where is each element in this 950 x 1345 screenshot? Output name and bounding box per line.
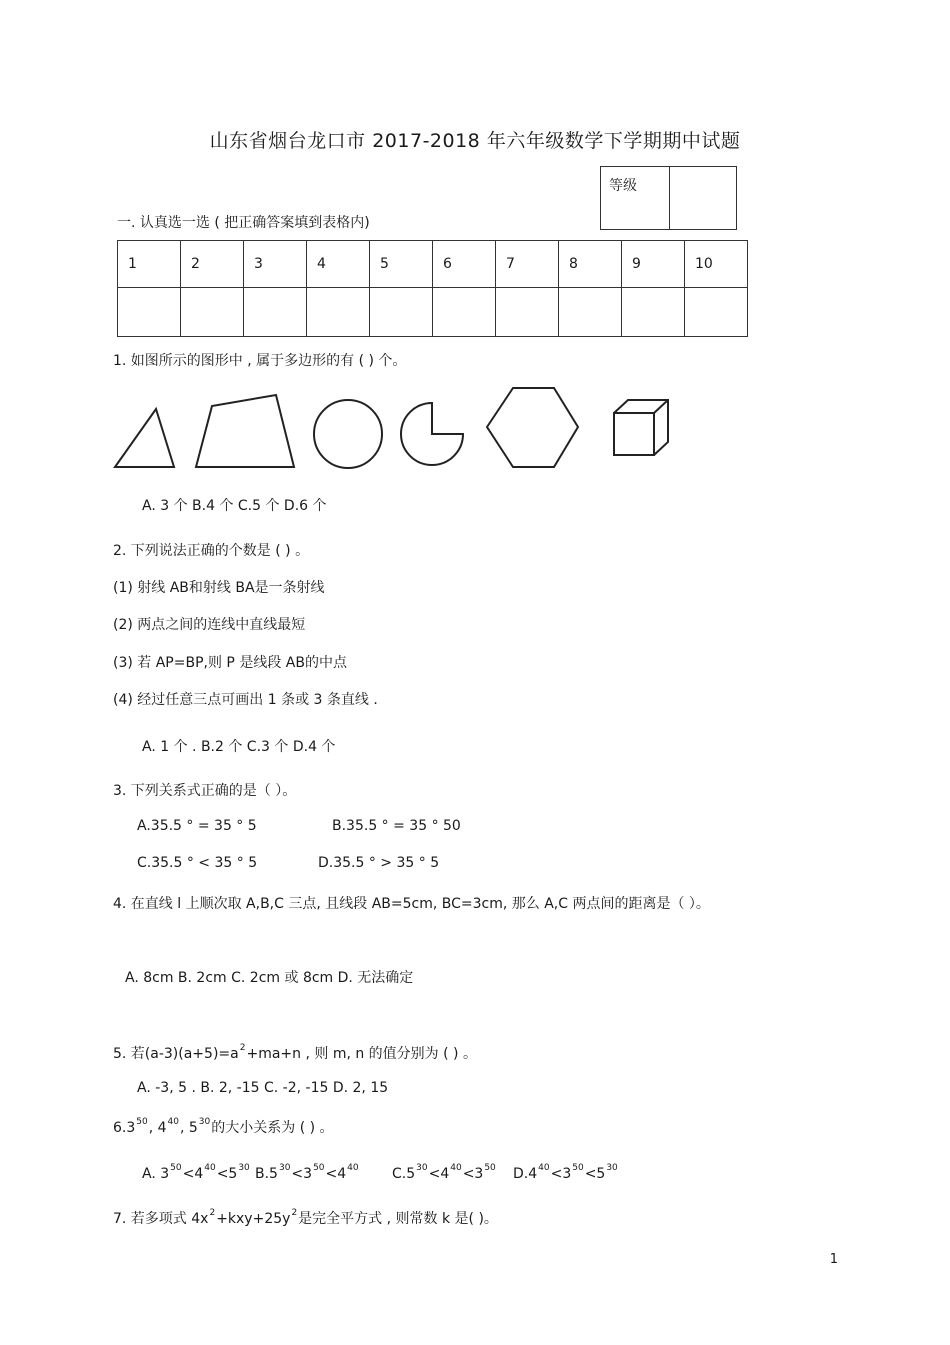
answer-header: 1 — [118, 241, 181, 288]
q7-text: 7. 若多项式 4x — [113, 1211, 209, 1227]
q6-exponent: 40 — [167, 1117, 179, 1127]
q6-opt-exp: 40 — [347, 1163, 359, 1173]
q6-opt-text: <4 — [182, 1166, 204, 1182]
grade-label: 等级 — [601, 167, 670, 230]
q6-exponent: 50 — [136, 1117, 148, 1127]
q6-text: 的大小关系为 ( ) 。 — [211, 1120, 334, 1136]
answer-cell[interactable] — [433, 288, 496, 337]
q6-opt-exp: 50 — [572, 1163, 584, 1173]
q4-options: A. 8cm B. 2cm C. 2cm 或 8cm D. 无法确定 — [125, 970, 414, 986]
answer-cell[interactable] — [622, 288, 685, 337]
answer-header: 3 — [244, 241, 307, 288]
answer-header: 5 — [370, 241, 433, 288]
q7-text: 是完全平方式 , 则常数 k 是( )。 — [298, 1211, 498, 1227]
q6-option-d — [513, 1163, 619, 1182]
answer-cell[interactable] — [181, 288, 244, 337]
circle-shape — [314, 400, 382, 468]
q6-opt-exp: 30 — [416, 1163, 428, 1173]
triangle-shape — [115, 409, 174, 467]
q2-item: (3) 若 AP=BP,则 P 是线段 AB的中点 — [113, 655, 347, 671]
answer-cell[interactable] — [559, 288, 622, 337]
q3-option-b: B.35.5 ° = 35 ° 50 — [332, 818, 461, 834]
answer-header: 6 — [433, 241, 496, 288]
answer-header: 9 — [622, 241, 685, 288]
q6-opt-exp: 30 — [238, 1163, 250, 1173]
q6-opt-exp: 30 — [606, 1163, 618, 1173]
question-2: 2. 下列说法正确的个数是 ( ) 。 — [113, 543, 310, 559]
grade-value-cell[interactable] — [670, 167, 737, 230]
grade-box — [600, 166, 737, 230]
sector-shape — [401, 403, 463, 465]
answer-cell[interactable] — [496, 288, 559, 337]
q3-option-a: A.35.5 ° = 35 ° 5 — [137, 818, 257, 834]
answer-header: 4 — [307, 241, 370, 288]
q2-item: (2) 两点之间的连线中直线最短 — [113, 617, 306, 633]
answer-header: 10 — [685, 241, 748, 288]
q3-option-c: C.35.5 ° < 35 ° 5 — [137, 855, 258, 871]
q6-option-c — [392, 1163, 497, 1182]
q6-option-a — [142, 1163, 251, 1182]
answer-table — [117, 240, 748, 337]
q1-options: A. 3 个 B.4 个 C.5 个 D.6 个 — [142, 498, 327, 514]
q6-opt-text: <3 — [291, 1166, 313, 1182]
question-7 — [113, 1208, 498, 1228]
q6-opt-text: C.5 — [392, 1166, 416, 1182]
q2-item: (1) 射线 AB和射线 BA是一条射线 — [113, 580, 325, 596]
q5-options: A. -3, 5 . B. 2, -15 C. -2, -15 D. 2, 15 — [137, 1080, 389, 1096]
question-1: 1. 如图所示的图形中 , 属于多边形的有 ( ) 个。 — [113, 353, 407, 369]
q6-opt-exp: 50 — [313, 1163, 325, 1173]
q6-opt-text: <3 — [550, 1166, 572, 1182]
q6-opt-exp: 40 — [204, 1163, 216, 1173]
q6-text: , 5 — [179, 1120, 198, 1136]
answer-header: 2 — [181, 241, 244, 288]
page-title: 山东省烟台龙口市 2017-2018 年六年级数学下学期期中试题 — [209, 130, 741, 152]
answer-cell[interactable] — [685, 288, 748, 337]
question-4: 4. 在直线 l 上顺次取 A,B,C 三点, 且线段 AB=5cm, BC=3cm, 那么 A,C 两点间的距离是（ ）。 — [113, 896, 710, 912]
q6-opt-exp: 40 — [538, 1163, 550, 1173]
q6-exponent: 30 — [198, 1117, 211, 1127]
q6-opt-exp: 50 — [170, 1163, 182, 1173]
hexagon-shape — [487, 388, 578, 467]
q6-opt-text: <4 — [428, 1166, 450, 1182]
q7-text: +kxy+25y — [216, 1211, 291, 1227]
cube-shape — [614, 400, 668, 455]
page-number: 1 — [829, 1252, 838, 1267]
q3-option-d: D.35.5 ° > 35 ° 5 — [318, 855, 440, 871]
quadrilateral-shape — [196, 395, 294, 467]
q5-text-post: +ma+n , 则 m, n 的值分别为 ( ) 。 — [246, 1046, 477, 1062]
answer-cell[interactable] — [118, 288, 181, 337]
q6-text: 6.3 — [113, 1120, 136, 1136]
question-3: 3. 下列关系式正确的是（ ）。 — [113, 783, 297, 799]
q6-opt-text: <4 — [325, 1166, 347, 1182]
q2-options: A. 1 个 . B.2 个 C.3 个 D.4 个 — [142, 739, 336, 755]
answer-header: 8 — [559, 241, 622, 288]
q6-text: , 4 — [148, 1120, 167, 1136]
q5-exponent: 2 — [239, 1043, 246, 1053]
q6-option-b — [255, 1163, 360, 1182]
section-heading: 一. 认真选一选 ( 把正确答案填到表格内) — [117, 215, 370, 231]
q6-opt-text: <5 — [216, 1166, 238, 1182]
question-5 — [113, 1043, 477, 1063]
q6-opt-text: <3 — [462, 1166, 484, 1182]
q6-opt-text: <5 — [584, 1166, 606, 1182]
q6-opt-exp: 30 — [278, 1163, 291, 1173]
q7-exponent: 2 — [209, 1208, 216, 1218]
q6-opt-text: B.5 — [255, 1166, 278, 1182]
q6-opt-exp: 40 — [450, 1163, 462, 1173]
q1-figures — [0, 380, 950, 480]
q7-exponent: 2 — [291, 1208, 298, 1218]
answer-cell[interactable] — [244, 288, 307, 337]
q6-opt-exp: 50 — [484, 1163, 496, 1173]
q6-opt-text: A. 3 — [142, 1166, 170, 1182]
question-6 — [113, 1117, 334, 1137]
q6-opt-text: D.4 — [513, 1166, 538, 1182]
q2-item: (4) 经过任意三点可画出 1 条或 3 条直线 . — [113, 692, 378, 708]
answer-cell[interactable] — [307, 288, 370, 337]
answer-cell[interactable] — [370, 288, 433, 337]
q5-text-pre: 5. 若(a-3)(a+5)=a — [113, 1046, 239, 1062]
answer-header: 7 — [496, 241, 559, 288]
